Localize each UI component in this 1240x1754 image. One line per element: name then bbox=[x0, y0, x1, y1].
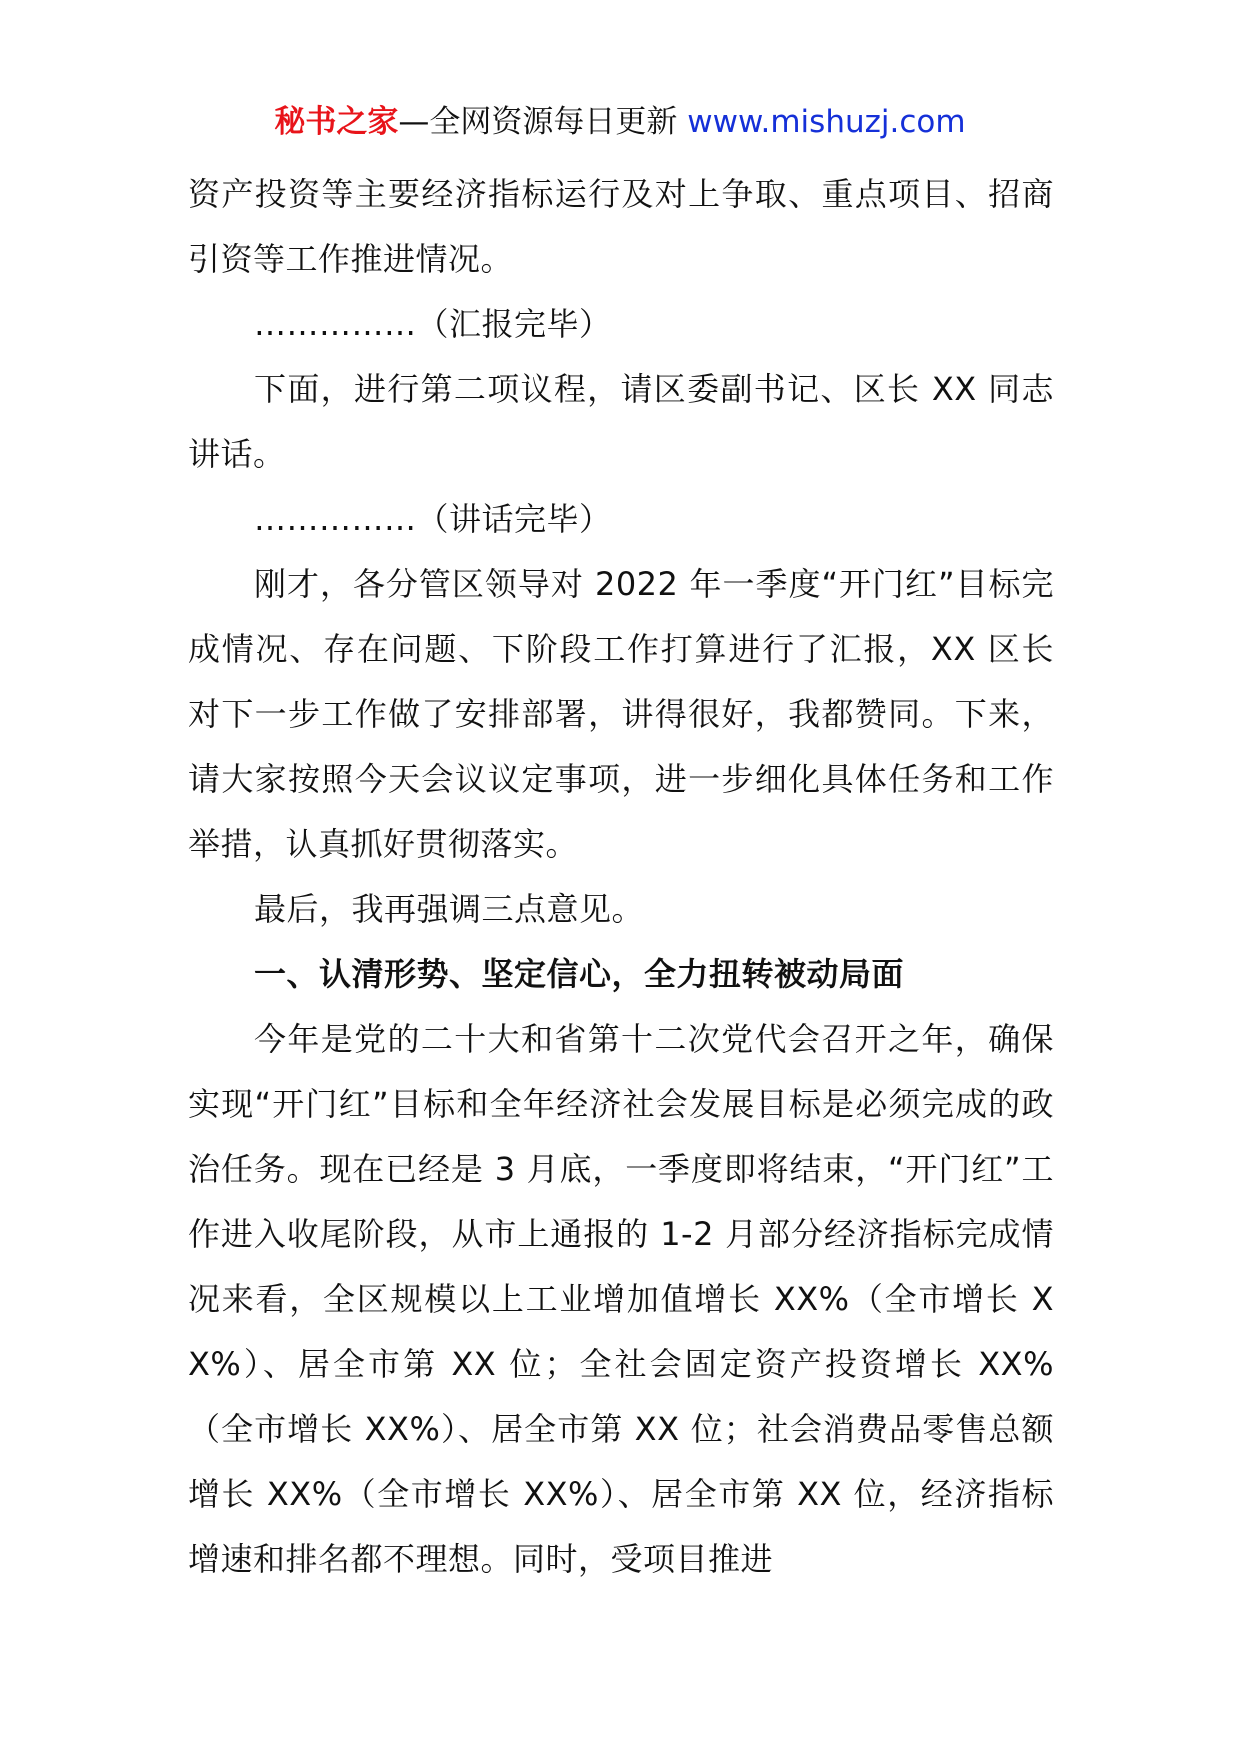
paragraph-summary: 刚才，各分管区领导对 2022 年一季度“开门红”目标完成情况、存在问题、下阶段工作打算进行了汇报，XX 区长对下一步工作做了安排部署，讲得很好，我都赞同。下来，请大家按照今天会议议定事项，进一步细化具体任务和工作举措，认真抓好贯彻落实。 bbox=[188, 565, 1054, 863]
site-url-link[interactable]: www.mishuzj.com bbox=[687, 104, 966, 140]
paragraph-three-points: 最后，我再强调三点意见。 bbox=[254, 890, 645, 928]
site-header bbox=[0, 100, 1240, 144]
section-heading-one: 一、认清形势、坚定信心，全力扭转被动局面 bbox=[254, 955, 905, 993]
paragraph-report-done: ……………（汇报完毕） bbox=[254, 305, 612, 343]
site-tagline: —全网资源每日更新 bbox=[398, 104, 688, 140]
document-body bbox=[188, 162, 1054, 1592]
paragraph-situation: 今年是党的二十大和省第十二次党代会召开之年，确保实现“开门红”目标和全年经济社会发展目标是必须完成的政治任务。现在已经是 3 月底，一季度即将结束，“开门红”工作进入收尾阶段，从市上通报的 1-2 月部分经济指标完成情况来看，全区规模以上工业增加值增长 XX%（全市增长 XX%）、居全市第 XX 位；全社会固定资产投资增长 XX%（全市增长 XX%）、居全市第 XX 位；社会消费品零售总额增长 XX%（全市增长 XX%）、居全市第 XX 位，经济指标增速和排名都不理想。同时，受项目推进 bbox=[188, 1020, 1054, 1578]
paragraph-speech-done: ……………（讲话完毕） bbox=[254, 500, 612, 538]
site-brand: 秘书之家 bbox=[274, 104, 399, 140]
paragraph-second-agenda: 下面，进行第二项议程，请区委副书记、区长 XX 同志讲话。 bbox=[188, 370, 1054, 473]
paragraph-continuation: 资产投资等主要经济指标运行及对上争取、重点项目、招商引资等工作推进情况。 bbox=[188, 175, 1054, 278]
